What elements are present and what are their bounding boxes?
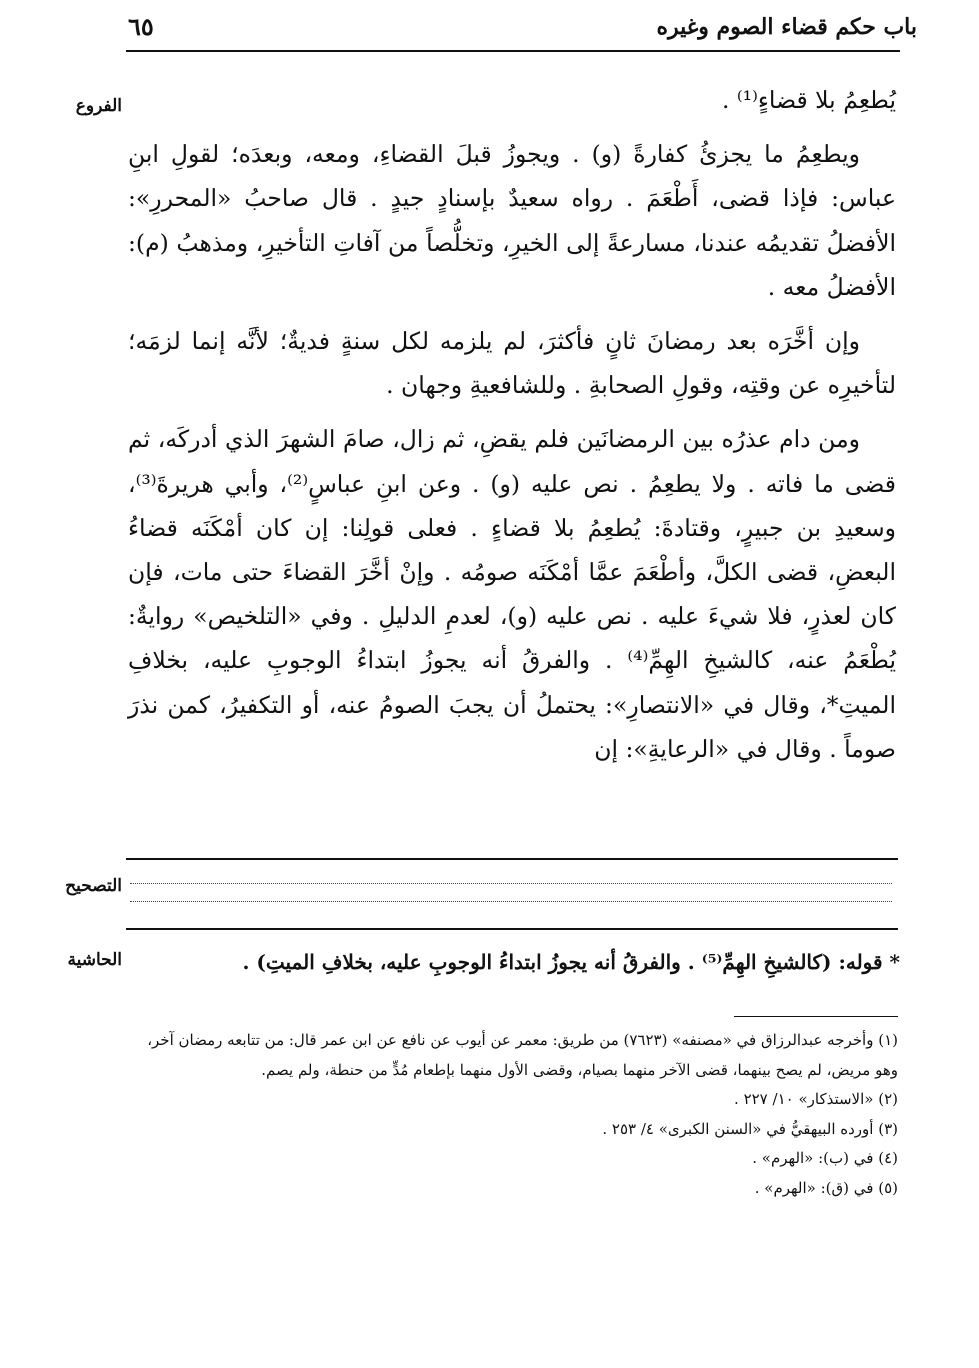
section-rule: [126, 928, 898, 930]
footnote: (١) وأخرجه عبدالرزاق في «مصنفه» (٧٦٢٣) من طريق: معمر عن أيوب عن نافع عن ابن عمر قال: من تتابعه رمضان آخر، وهو مريض، لم يصح بينهما، قضى الآخر منهما بصيام، وقضى الأول منهما بإطعام مُدٍّ من حنطة، ولم يصم.: [147, 1031, 898, 1079]
side-label-hashiya: الحاشية: [67, 950, 122, 970]
footnote-rule: [734, 1016, 898, 1017]
page-number: ٦٥: [128, 12, 154, 41]
paragraph: ويطعِمُ ما يجزئُ كفارةً (و) . ويجوزُ قبلَ القضاءِ، ومعه، وبعدَه؛ لقولِ ابنِ عباس: فإذا قضى، أَطْعَمَ . رواه سعيدٌ بإسنادٍ جيدٍ . قال صاحبُ «المحررِ»: الأفضلُ تقديمُه عندنا، مسارعةً إلى الخيرِ، وتخلُّصاً من آفاتِ التأخيرِ، ومذهبُ (م): الأفضلُ معه .: [128, 140, 896, 301]
footnotes: [128, 1026, 898, 1203]
tashih-dotted-line: [130, 901, 892, 902]
running-header-title: باب حكم قضاء الصوم وغيره: [656, 14, 917, 40]
paragraph: وإن أخَّرَه بعد رمضانَ ثانٍ فأكثرَ، لم يلزمه لكل سنةٍ فديةٌ؛ لأنَّه إنما لزمَه؛ لتأخيرِه عن وقتِه، وقولِ الصحابةِ . وللشافعيةِ وجهان .: [128, 327, 896, 400]
footnote: (٣) أورده البيهقيُّ في «السنن الكبرى» ٤/ ٢٥٣ .: [602, 1119, 898, 1138]
tashih-dotted-line: [130, 883, 892, 884]
side-label-furu: الفروع: [75, 96, 122, 116]
section-rule: [126, 858, 898, 860]
paragraph: يُطعِمُ بلا قضاءٍ⁽¹⁾ .: [721, 86, 896, 114]
header-rule: [126, 50, 900, 52]
footnote: (٥) في (ق): «الهرم» .: [754, 1178, 898, 1197]
footnote: (٢) «الاستذكار» ١٠/ ٢٢٧ .: [734, 1090, 898, 1108]
paragraph: ومن دام عذرُه بين الرمضانَين فلم يقضِ، ثم زال، صامَ الشهرَ الذي أدركَه، ثم قضى ما فاته . ولا يطعِمُ . نص عليه (و) . وعن ابنِ عباسٍ⁽²⁾، وأبي هريرةَ⁽³⁾، وسعيدِ بن جبيرٍ، وقتادةَ: يُطعِمُ بلا قضاءٍ . فعلى قولِنا: إن كان أمْكَنَه قضاءُ البعضِ، قضى الكلَّ، وأطْعَمَ عمَّا أمْكَنَه صومُه . وإنْ أخَّرَ القضاءَ حتى مات، فإن كان لعذرٍ، فلا شيءَ عليه . نص عليه (و)، لعدمِ الدليلِ . وفي «التلخيص» روايةٌ: يُطْعَمُ عنه، كالشيخِ الهِمِّ⁽⁴⁾ . والفرقُ أنه يجوزُ ابتداءُ الوجوبِ عليه، بخلافِ الميتِ*، وقال في «الانتصارِ»: يحتملُ أن يجبَ الصومُ عنه، أو التكفيرُ، كمن نذرَ صوماً . وقال في «الرعايةِ»: إن: [128, 425, 897, 763]
side-label-tashih: التصحيح: [65, 876, 122, 896]
main-text: [128, 78, 896, 781]
footnote: (٤) في (ب): «الهرم» .: [752, 1149, 898, 1167]
hashiya-note: * قوله: (كالشيخِ الهِمِّ⁽⁵⁾ . والفرقُ أنه يجوزُ ابتداءُ الوجوبِ عليه، بخلافِ الميتِ) .: [242, 950, 900, 974]
